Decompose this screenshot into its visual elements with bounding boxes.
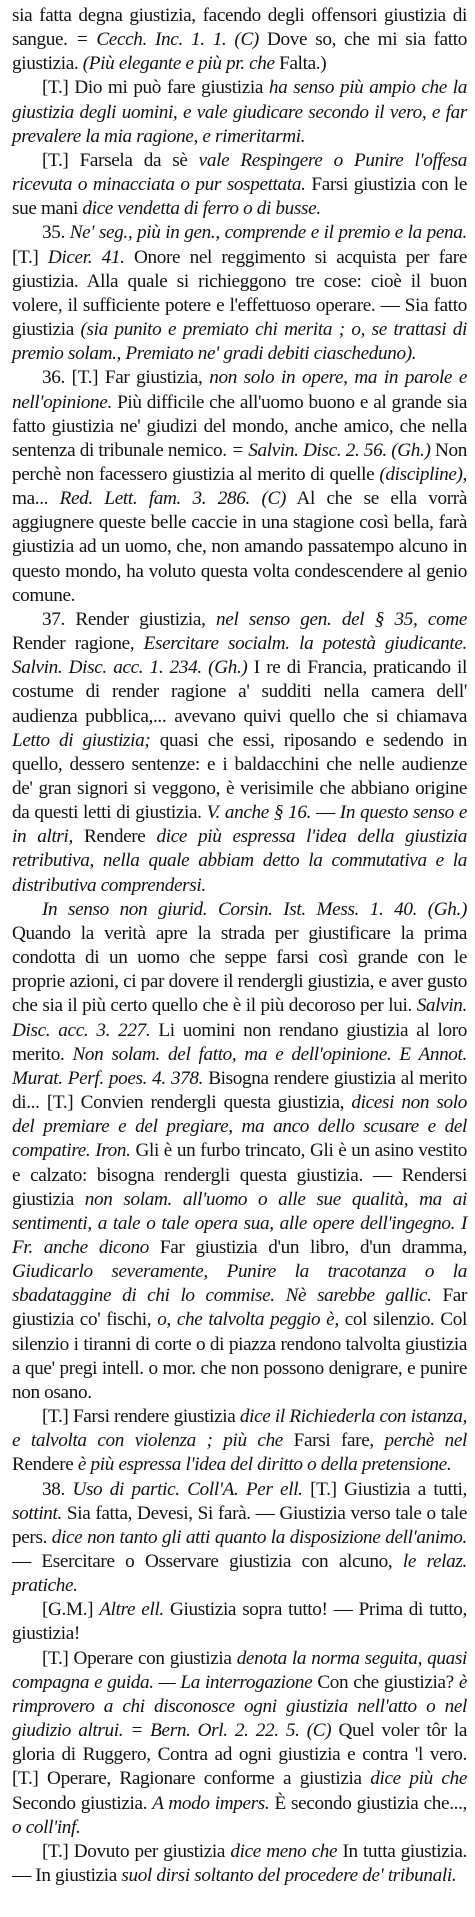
italic-segment: dice più che: [370, 1768, 467, 1790]
italic-segment: suol dirsi soltanto del procedere de' tribunali.: [121, 1865, 457, 1887]
text-segment: Quando la verità apre la strada per giustificare la prima condotta di un uomo che seppe farsi così grande con le proprie azioni, ci par dovere il rendergli giustizia, e aver gusto che sia il più certo quello che è il più decoroso per lui.: [12, 922, 467, 1017]
italic-segment: dice più espressa l'idea della giustizia retributiva, nella quale abbiam detto la commutativa e la distributiva comprendersi.: [12, 826, 467, 896]
italic-segment: non solo in opere, ma in parole e nell'opinione.: [12, 367, 468, 413]
entry-paragraph: [12, 1840, 467, 1888]
italic-segment: = Cecch. Inc. 1. 1. (C): [75, 29, 259, 51]
italic-segment: (Più elegante e più pr. che: [82, 53, 275, 75]
text-segment: 38.: [42, 1478, 73, 1500]
italic-segment: dicesi non solo del premiare e del pregiare, ma anco dello scusare e del compatire. Iron.: [12, 1092, 467, 1162]
italic-segment: è rimprovero a chi disconosce ogni giustizia nell'atto o nel giudizio altrui. = Bern. Orl. 2. 22. 5. (C): [12, 1671, 468, 1742]
italic-segment: Letto di giustizia;: [12, 729, 151, 751]
text-segment: Dio mi può fare giustizia: [74, 77, 269, 99]
italic-segment: vale Respingere o Punire l'offesa ricevuta o minacciata o pur sospettata.: [12, 149, 467, 196]
italic-segment: o coll'inf.: [12, 1816, 81, 1838]
italic-segment: = Salvin. Disc. 2. 56. (Gh.): [231, 439, 431, 461]
text-segment: Li uomini non rendano giustizia al loro merito.: [12, 1019, 467, 1065]
entry-paragraph: [12, 898, 467, 1405]
italic-segment: Salvin. Disc. acc. 3. 227.: [12, 995, 467, 1041]
text-segment: [G.M.]: [42, 1599, 100, 1621]
italic-segment: Altre ell.: [99, 1599, 164, 1621]
italic-segment: Esercitare socialm. la potestà giudicante. Salvin. Disc. acc. 1. 234. (Gh.): [12, 633, 468, 679]
entry-paragraph: [12, 1405, 467, 1477]
text-segment: [T.] Farsi rendere giustizia: [42, 1406, 240, 1428]
dictionary-entry-text: [12, 4, 467, 1888]
text-segment: [T.]: [42, 77, 75, 99]
italic-segment: dice non tanto gli atti quanto la disposizione dell'animo.: [51, 1526, 467, 1548]
entry-paragraph: [12, 366, 467, 608]
italic-segment: In senso non giurid. Corsin. Ist. Mess. 1. 40. (Gh.): [42, 898, 467, 920]
italic-segment: Dicer. 41.: [47, 246, 125, 268]
italic-segment: Uso di partic. Coll'A. Per ell.: [72, 1478, 303, 1500]
italic-segment: perchè nel: [384, 1430, 467, 1452]
text-segment: 37. Render giustizia,: [42, 608, 217, 630]
text-segment: —: [311, 802, 340, 824]
text-segment: Render ragione,: [12, 633, 144, 655]
text-segment: È secondo giustizia che...,: [269, 1792, 467, 1814]
italic-segment: (discipline): [379, 463, 463, 485]
entry-paragraph: [12, 76, 467, 148]
text-segment: I re di Francia, praticando il costume di render ragione a' sudditi nella camera dell' audienza pubblica,... avevano quivi quello che si chiamava: [12, 657, 467, 727]
italic-segment: ha senso più ampio che la giustizia degli uomini, e vale giudicare secondo il vero, e far prevalere la mia ragione, e rimeritarmi.: [12, 77, 467, 147]
text-segment: Al che se ella vorrà aggiugnere queste belle caccie in una stagione così bella, farà giustizia ad un uomo, che, non amando passatempo alcuno in questo mondo, ha voluto questa volta condescendere al genio comune.: [12, 488, 467, 606]
italic-segment: Non solam. del fatto, ma e dell'opinione. E Annot. Murat. Perf. poes. 4. 378.: [12, 1043, 467, 1089]
entry-paragraph: [12, 149, 467, 221]
text-segment: [T.] Operare con giustizia: [42, 1647, 237, 1669]
entry-paragraph: [12, 1647, 467, 1840]
entry-paragraph: [12, 1598, 467, 1646]
text-segment: Non perchè non facessero giustizia al merito di quelle: [12, 439, 467, 485]
text-segment: Giustizia sopra tutto! — Prima di tutto, giustizia!: [12, 1599, 467, 1645]
italic-segment: è più espressa l'idea del diritto o della pretensione.: [77, 1454, 452, 1476]
text-segment: Farsela da sè: [79, 149, 199, 171]
italic-segment: nel senso gen. del § 35, come: [216, 608, 468, 630]
text-segment: [T.]: [12, 246, 48, 268]
text-segment: Secondo giustizia.: [12, 1792, 153, 1814]
italic-segment: sottint.: [12, 1502, 62, 1524]
italic-segment: dice meno che: [230, 1840, 338, 1862]
italic-segment: non solam. all'uomo o alle sue qualità, ma ai sentimenti, a tale o tale opera sua, alle opere dell'ingegno. I Fr. anche dicono: [12, 1188, 468, 1258]
entry-paragraph: [12, 1478, 467, 1599]
text-segment: Far giustizia co' fischi,: [12, 1285, 467, 1331]
entry-paragraph: [12, 4, 467, 76]
text-segment: Farsi giustizia con le sue mani: [12, 174, 468, 220]
italic-segment: (sia punito e premiato chi merita ; o, se trattasi di premio solam., Premiato ne' gradi debiti ciascheduno).: [12, 319, 467, 365]
text-segment: 35.: [42, 222, 70, 244]
text-segment: , ma...: [12, 463, 467, 510]
italic-segment: le relaz. pratiche.: [12, 1551, 467, 1597]
text-segment: — Esercitare o Osservare giustizia con alcuno,: [12, 1551, 403, 1572]
text-segment: Far giustizia d'un libro, d'un dramma,: [148, 1236, 467, 1258]
italic-segment: Ne' seg., più in gen., comprende e il premio e la pena.: [69, 222, 467, 244]
text-segment: 36. [T.] Far giustizia,: [42, 367, 210, 389]
text-segment: [T.] Giustizia a tutti,: [302, 1478, 467, 1500]
text-segment: Dove so, che mi sia fatto giustizia.: [12, 29, 467, 75]
text-segment: Più difficile che all'uomo buono e al grande sia fatto giustizia ne' giudizi del mondo, anche amico, che nella sentenza di tribunale nemico.: [12, 391, 467, 461]
text-segment: col silenzio. Col silenzio i tiranni di corte o di piazza rendono talvolta giustizia a que' pregi intell. o mor. che non possono denigrare, e punire non osano.: [12, 1309, 467, 1403]
text-segment: In tutta giustizia. — In giustizia: [12, 1840, 467, 1887]
italic-segment: o, che talvolta peggio è,: [157, 1309, 339, 1331]
text-segment: sia fatta degna giustizia, facendo degli offensori giustizia di sangue.: [12, 5, 467, 51]
text-segment: Sia fatta, Devesi, Si farà. — Giustizia verso tale o tale pers.: [12, 1502, 467, 1548]
text-segment: quasi che essi, riposando e sedendo in quello, dessero sentenze: e i baldacchini che nelle audienze de' gran signori si veggono, è verisimile che abbiano origine da questi letti di giustizia.: [12, 729, 467, 824]
text-segment: Bisogna rendere giustizia al merito di... [T.] Convien rendergli questa giustizia,: [12, 1067, 467, 1114]
text-segment: Falta.): [274, 53, 327, 75]
italic-segment: denota la norma seguita, quasi compagna e guida. — La interrogazione: [12, 1647, 467, 1693]
text-segment: Con che giustizia?: [312, 1671, 459, 1693]
italic-segment: In questo senso e in altri,: [12, 802, 468, 848]
italic-segment: Giudicarlo severamente, Punire la tracotanza o la sbadataggine di chi lo commise. Nè sarebbe gallic.: [12, 1261, 467, 1307]
text-segment: Rendere: [72, 826, 157, 848]
entry-paragraph: [12, 221, 467, 366]
italic-segment: dice il Richiederla con istanza, e talvolta con violenza ; più che: [12, 1406, 467, 1452]
text-segment: Quel voler tôr la gloria di Ruggero, Contra ad ogni giustizia e contra 'l vero. [T.] Operare, Ragionare conforme a giustizia: [12, 1720, 467, 1790]
text-segment: Gli è un furbo trincato, Gli è un asino vestito e calzato: bisogna rendergli questa giustizia. — Rendersi giustizia: [12, 1140, 467, 1210]
italic-segment: V. anche § 16.: [206, 802, 312, 824]
italic-segment: Red. Lett. fam. 3. 286. (C): [59, 488, 286, 510]
text-segment: [T.] Dovuto per giustizia: [42, 1840, 231, 1862]
entry-paragraph: [12, 608, 467, 898]
italic-segment: A modo impers.: [152, 1792, 270, 1814]
text-segment: [T.]: [42, 149, 80, 171]
text-segment: Farsi fare,: [282, 1430, 385, 1452]
text-segment: Rendere: [12, 1454, 78, 1476]
text-segment: Onore nel reggimento si acquista per fare giustizia. Alla quale si richieggono tre cose: cioè il buon volere, il sufficiente potere e l'effettuoso operare. — Sia fatto giustizia: [12, 246, 468, 341]
italic-segment: dice vendetta di ferro o di busse.: [82, 198, 321, 220]
